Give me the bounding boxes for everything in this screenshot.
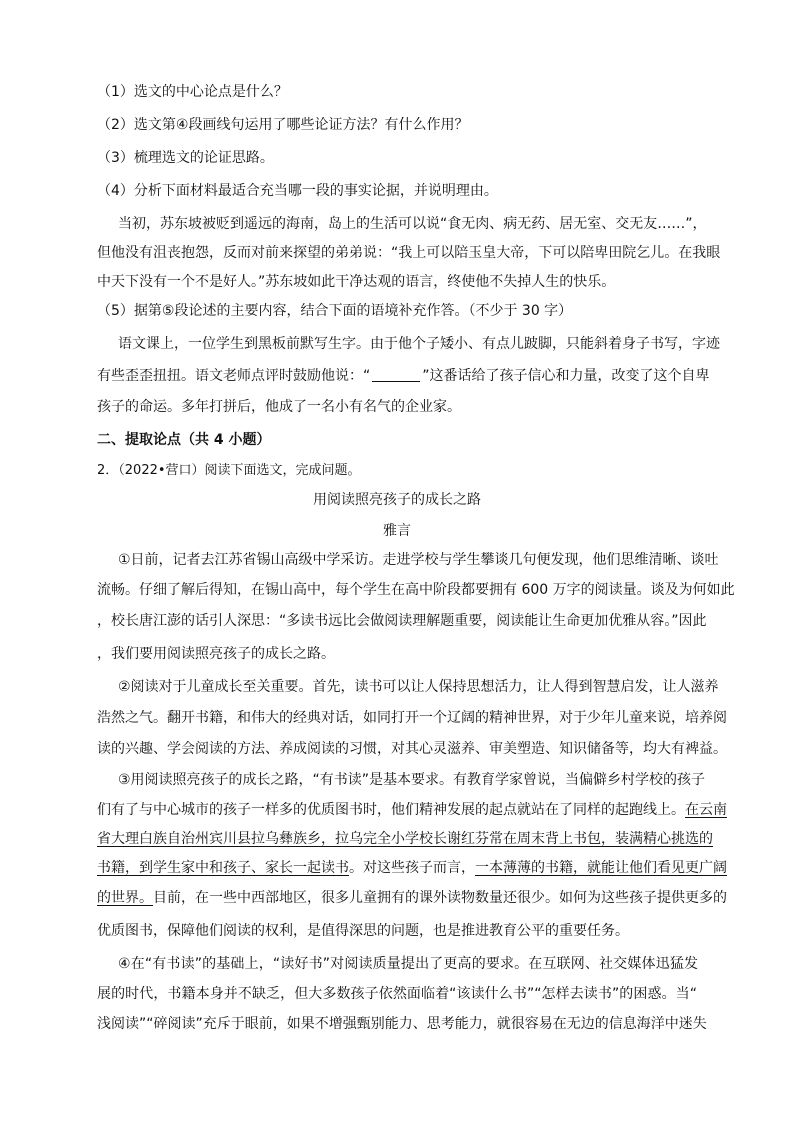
p1-line-2: 流畅。仔细了解后得知，在锡山高中，每个学生在高中阶段都要拥有 600 万字的阅读量。谈及为何如此 [97, 582, 735, 598]
material-1-line-2: 但他没有沮丧抱怨，反而对前来探望的弟弟说：“我上可以陪玉皇大帝，下可以陪卑田院乞儿。在我眼 [97, 245, 721, 261]
p3-underlined-sentence: 书籍，到学生家中和孩子、家长一起读书 [97, 860, 349, 876]
p4-line-2: 展的时代，书籍本身并不缺乏，但大多数孩子依然面临着“该读什么书”“怎样去读书”的困惑。当“ [97, 986, 697, 1002]
p2-line-3: 读的兴趣、学会阅读的方法、养成阅读的习惯，对其心灵滋养、审美塑造、知识储备等，均大有裨益。 [97, 741, 727, 757]
p3-text: 目前，在一些中西部地区，很多儿童拥有的课外读物数量还很少。如何为这些孩子提供更多的 [153, 890, 727, 906]
p1-line-3: ，校长唐江澎的话引人深思：“多读书远比会做阅读理解题重要，阅读能让生命更加优雅从容。”因此 [97, 613, 707, 629]
p3-text: 。对这些孩子而言， [349, 860, 475, 876]
material-1-line-3: 中天下没有一个不是好人。”苏东坡如此干净达观的语言，终使他不失掉人生的快乐。 [97, 274, 616, 290]
article-author: 雅言 [383, 523, 411, 539]
p3-line-3 [97, 829, 713, 849]
question-4: （4）分析下面材料最适合充当哪一段的事实论据，并说明理由。 [97, 183, 498, 199]
p3-line-1: ③用阅读照亮孩子的成长之路，“有书读”是基本要求。有教育学家曾说，当偏僻乡村学校的孩子 [118, 772, 706, 788]
p3-underlined-sentence: 的世界。 [97, 890, 153, 906]
p2-line-2: 浩然之气。翻开书籍，和伟大的经典对话，如同打开一个辽阔的精神世界，对于少年儿童来说，培养阅 [97, 710, 727, 726]
p1-line-1: ①日前，记者去江苏省锡山高级中学采访。走进学校与学生攀谈几句便发现，他们思维清晰、谈吐 [118, 552, 719, 568]
question-1: （1）选文的中心论点是什么？ [97, 84, 288, 100]
p2-line-1: ②阅读对于儿童成长至关重要。首先，读书可以让人保持思想活力，让人得到智慧启发，让人滋养 [118, 679, 719, 695]
answer-blank[interactable] [372, 367, 420, 382]
p3-text: 们有了与中心城市的孩子一样多的优质图书时，他们精神发展的起点就站在了同样的起跑线上。 [97, 802, 685, 818]
material-2-line-2 [97, 366, 710, 386]
question-3: （3）梳理选文的论证思路。 [97, 150, 274, 166]
question-5: （5）据第⑤段论述的主要内容，结合下面的语境补充作答。（不少于 30 字） [97, 303, 573, 319]
p3-underlined-sentence: 省大理白族自治州宾川县拉乌彝族乡，拉乌完全小学校长谢红芬常在周末背上书包，装满精心挑选的 [97, 831, 713, 847]
material-2-text-before: 有些歪歪扭扭。语文老师点评时鼓励他说：“ [97, 368, 371, 384]
material-2-text-after: ”这番话给了孩子信心和力量，改变了这个自卑 [422, 368, 710, 384]
material-1-line-1: 当初，苏东坡被贬到遥远的海南，岛上的生活可以说“食无肉、病无药、居无室、交无友……”， [118, 216, 707, 232]
section-heading: 二、提取论点（共 4 小题） [97, 432, 271, 448]
p3-underlined-sentence: 在云南 [685, 802, 727, 818]
question-2: （2）选文第④段画线句运用了哪些论证方法？有什么作用？ [97, 117, 469, 133]
p1-line-4: ，我们要用阅读照亮孩子的成长之路。 [97, 646, 335, 662]
material-2-line-1: 语文课上，一位学生到黑板前默写生字。由于他个子矮小、有点儿跛脚，只能斜着身子书写，字迹 [118, 336, 720, 352]
p3-line-2 [97, 800, 727, 820]
p3-line-4 [97, 858, 727, 878]
p3-line-5 [97, 888, 727, 908]
p3-line-6: 优质图书，保障他们阅读的权利，是值得深思的问题，也是推进教育公平的重要任务。 [97, 923, 629, 939]
article-title: 用阅读照亮孩子的成长之路 [313, 492, 481, 508]
material-2-line-3: 孩子的命运。多年打拼后，他成了一名小有名气的企业家。 [97, 399, 461, 415]
p4-line-1: ④在“有书读”的基础上，“读好书”对阅读质量提出了更高的要求。在互联网、社交媒体迅猛发 [118, 956, 698, 972]
question-intro: 2．（2022•营口）阅读下面选文，完成问题。 [97, 463, 361, 478]
p4-line-3: 浅阅读”“碎阅读”充斥于眼前，如果不增强甄别能力、思考能力，就很容易在无边的信息海洋中迷失 [97, 1016, 707, 1032]
p3-underlined-sentence: 一本薄薄的书籍，就能让他们看见更广阔 [475, 860, 727, 876]
